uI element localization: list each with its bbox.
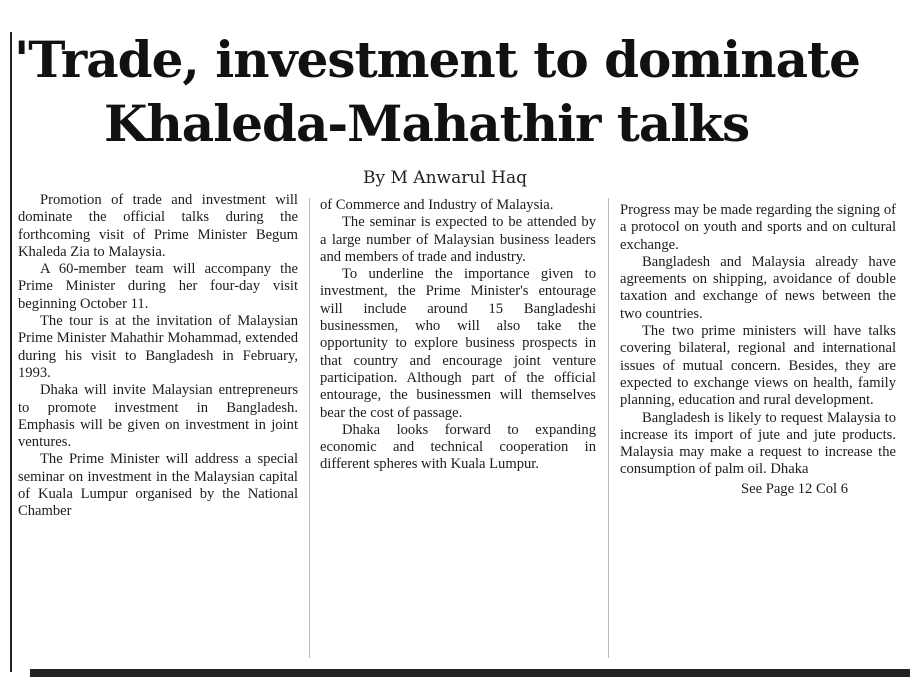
column-divider [309, 198, 310, 658]
paragraph-continuation: of Commerce and Industry of Malaysia. [320, 197, 554, 213]
headline-line-1: 'Trade, investment to dominate [14, 30, 860, 89]
paragraph: The Prime Minister will address a special seminar on investment in the Malaysian capital of Kuala Lumpur organised by the National Chamber [18, 451, 298, 520]
paragraph-continuation: Progress may be made regarding the signing of a protocol on youth and sports and on cultural exchange. [620, 202, 896, 253]
jump-line: See Page 12 Col 6 [740, 480, 848, 497]
paragraph: Bangladesh is likely to request Malaysia to increase its import of jute and jute products. Malaysia may make a request to increase the consumption of palm oil. Dhaka [620, 409, 896, 478]
paragraph: A 60-member team will accompany the Prime Minister during her four-day visit beginning October 11. [18, 261, 298, 312]
next-headline-edge [30, 669, 910, 677]
article-column-3 [620, 202, 896, 498]
paragraph: Bangladesh and Malaysia already have agreements on shipping, avoidance of double taxation and exchange of news between the two countries. [620, 253, 896, 322]
byline: By M Anwarul Haq [363, 168, 527, 188]
article-column-2 [320, 197, 596, 474]
paragraph: Promotion of trade and investment will dominate the official talks during the forthcoming visit of Prime Minister Begum Khaleda Zia to Malaysia. [18, 192, 298, 260]
paragraph: The tour is at the invitation of Malaysian Prime Minister Mahathir Mohammad, extended during his visit to Bangladesh in February, 1993. [18, 313, 298, 381]
column-divider [608, 198, 609, 658]
headline-line-2: Khaleda-Mahathir talks [104, 94, 750, 153]
paragraph: The two prime ministers will have talks covering bilateral, regional and international issues of mutual concern. Besides, they are expected to exchange views on health, family planning, education and rural development. [620, 323, 896, 409]
paragraph: Dhaka looks forward to expanding economic and technical cooperation in different spheres with Kuala Lumpur. [320, 421, 596, 473]
paragraph: Dhaka will invite Malaysian entrepreneurs to promote investment in Bangladesh. Emphasis will be given on investment in joint ventures. [18, 382, 298, 451]
article-column-1 [18, 192, 298, 521]
paragraph: The seminar is expected to be attended by a large number of Malaysian business leaders and members of trade and industry. [320, 214, 596, 265]
left-border-rule [10, 32, 12, 672]
paragraph: To underline the importance given to investment, the Prime Minister's entourage will include around 15 Bangladeshi businessmen, who will also take the opportunity to explore business prospects in that country and encourage joint venture participation. Although part of the official entourage, the businessmen will themselves bear the cost of passage. [320, 266, 596, 421]
